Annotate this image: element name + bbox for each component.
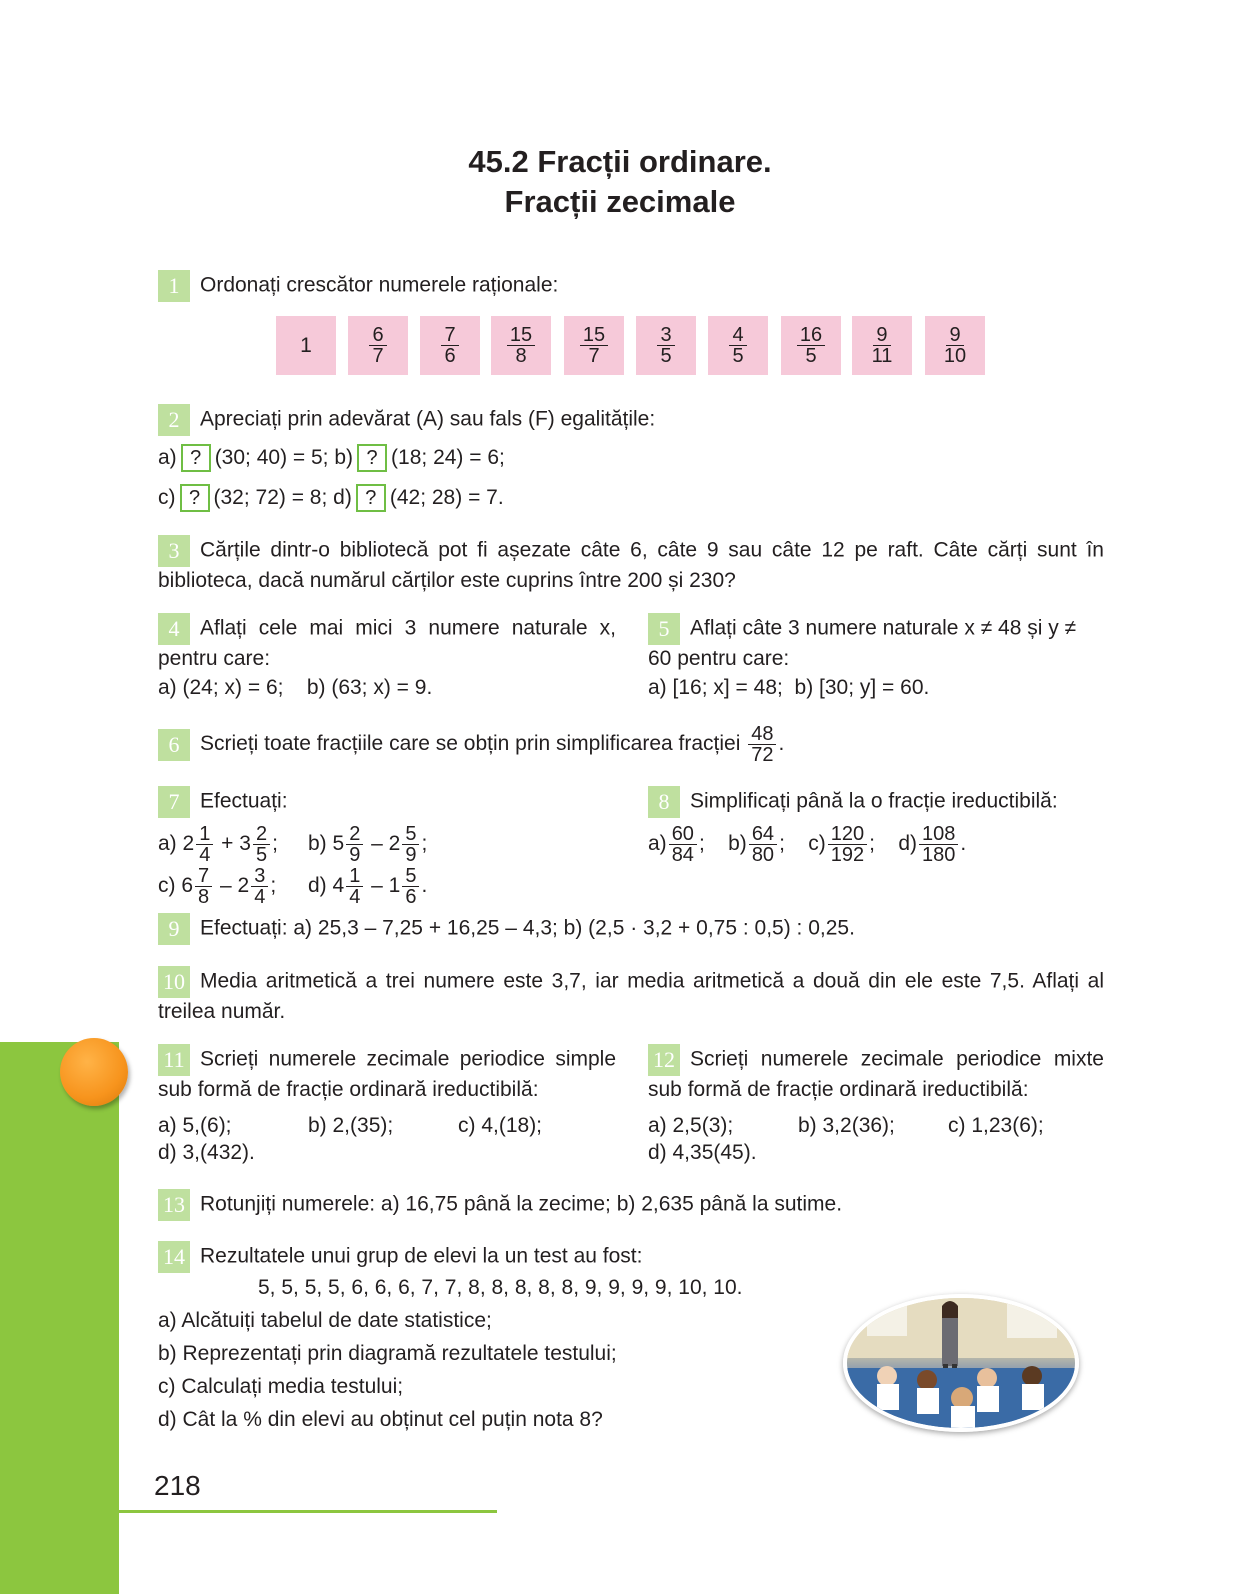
item-a: a) [16; x] = 48; (648, 676, 783, 699)
exercise-number: 4 (158, 613, 190, 645)
rational-number-box (636, 316, 696, 375)
fraction (369, 325, 386, 366)
exercise-11-b: b) 2,(35); (308, 1114, 394, 1137)
exercise-text: Cărțile dintr-o bibliotecă pot fi așezate câte 6, câte 9 sau câte 12 pe raft. Câte cărți sunt în biblioteca, dacă numărul cărților este cuprins între 200 și 230? (158, 538, 1104, 592)
exercise-text: Efectuați: a) 25,3 – 7,25 + 16,25 – 4,3; b) (2,5 · 3,2 + 0,75 : 0,5) : 0,25. (200, 916, 855, 940)
exercise-text: Aflați câte 3 numere naturale x ≠ 48 și y ≠ 60 pentru care: (648, 616, 1077, 670)
exercise-11-c: c) 4,(18); (458, 1114, 543, 1137)
exercise-4-items (158, 674, 432, 701)
exercise-number: 6 (158, 729, 190, 761)
rational-number-box (781, 316, 841, 375)
exercise-12-b: b) 3,2(36); (798, 1114, 895, 1137)
page-number: 218 (154, 1470, 201, 1501)
fraction (797, 325, 825, 366)
item-label: d) (333, 486, 352, 509)
item-expr: (30; 40) = 5; (214, 446, 329, 469)
denominator: 10 (943, 345, 967, 367)
numerator: 15 (580, 325, 608, 346)
exercise-number: 5 (648, 613, 680, 645)
exercise-text: Ordonați crescător numerele raționale: (200, 273, 559, 297)
item-expr: (32; 72) = 8; (213, 486, 328, 509)
exercise-14-d: d) Cât la % din elevi au obținut cel puțin nota 8? (158, 1408, 603, 1431)
orange-circle-decoration (60, 1038, 128, 1106)
exercise-number: 3 (158, 535, 190, 567)
numerator: 3 (657, 325, 674, 346)
exercise-text: Scrieți numerele zecimale periodice simple sub formă de fracție ordinară ireductibilă: (158, 1047, 616, 1101)
denominator: 5 (660, 345, 672, 367)
denominator: 8 (515, 345, 527, 367)
exercise-7 (158, 786, 288, 818)
numerator: 4 (729, 325, 746, 346)
exercise-number: 11 (158, 1044, 190, 1076)
exercise-7-item-d: d) 4 $\frac{1}{4}$ – 1 $\frac{5}{6}$ . (308, 865, 428, 908)
exercise-text: Aflați cele mai mici 3 numere naturale x, pentru care: (158, 616, 616, 670)
exercise-number: 9 (158, 913, 190, 945)
exercise-number: 7 (158, 786, 190, 818)
exercise-3 (158, 535, 1104, 594)
fraction: $\frac{48}{72}$ (748, 724, 776, 765)
numerator: 6 (369, 325, 386, 346)
exercise-12-d: d) 4,35(45). (648, 1141, 757, 1164)
exercise-8 (648, 786, 1058, 818)
exercise-14-a: a) Alcătuiți tabelul de date statistice; (158, 1309, 492, 1332)
classroom-photo (843, 1294, 1079, 1432)
exercise-10 (158, 966, 1104, 1025)
fraction (507, 325, 535, 366)
footer-line (119, 1510, 497, 1513)
exercise-number: 13 (158, 1189, 190, 1221)
exercise-text: Apreciați prin adevărat (A) sau fals (F) egalitățile: (200, 407, 656, 431)
exercise-2-row2 (158, 484, 504, 512)
denominator: 5 (805, 345, 817, 367)
exercise-number: 1 (158, 270, 190, 302)
rational-number-box (852, 316, 912, 375)
exercise-8-items: a) $\frac{60}{84}$ ; b) $\frac{64}{80}$ ; c) $\frac{120}{192}$ ; d) $\frac{108}{180}$ . (648, 823, 967, 866)
exercise-number: 12 (648, 1044, 680, 1076)
numerator: 16 (797, 325, 825, 346)
exercise-11-a: a) 5,(6); (158, 1114, 232, 1137)
item-label: b) (334, 446, 354, 469)
exercise-text: Media aritmetică a trei numere este 3,7, iar media aritmetică a două din ele este 7,5. Aflați al treilea număr. (158, 969, 1104, 1023)
item-expr: (42; 28) = 7. (389, 486, 504, 509)
exercise-1 (158, 270, 558, 302)
test-results-data: 5, 5, 5, 5, 6, 6, 6, 7, 7, 8, 8, 8, 8, 8, 9, 9, 9, 9, 10, 10. (258, 1276, 743, 1299)
numerator: 9 (946, 325, 963, 346)
rational-number-box (420, 316, 480, 375)
fraction (580, 325, 608, 366)
fraction (729, 325, 746, 366)
rational-number-box (708, 316, 768, 375)
numerator: 15 (507, 325, 535, 346)
denominator: 6 (444, 345, 456, 367)
rational-number-box (276, 316, 336, 375)
denominator: 7 (372, 345, 384, 367)
exercise-14 (158, 1241, 642, 1273)
answer-box[interactable]: ? (356, 484, 386, 512)
fraction (869, 325, 896, 366)
denominator: 7 (588, 345, 600, 367)
exercise-text: Scrieți numerele zecimale periodice mixte sub formă de fracție ordinară ireductibilă: (648, 1047, 1104, 1101)
side-decoration-bar (0, 1042, 119, 1594)
exercise-text: Efectuați: (200, 789, 288, 813)
denominator: 5 (732, 345, 744, 367)
exercise-5 (648, 613, 1104, 672)
exercise-number: 14 (158, 1241, 190, 1273)
exercise-text: Scrieți toate fracțiile care se obțin prin simplificarea fracției (200, 732, 741, 756)
rational-number-box (925, 316, 985, 375)
exercise-13 (158, 1189, 842, 1221)
item-label: c) (158, 486, 176, 509)
item-b: b) (63; x) = 9. (306, 676, 433, 699)
numerator: 7 (441, 325, 458, 346)
page-title-line2: Fracții zecimale (504, 184, 736, 219)
exercise-12-c: c) 1,23(6); (948, 1114, 1044, 1137)
exercise-4 (158, 613, 616, 672)
exercise-2 (158, 404, 655, 436)
answer-box[interactable]: ? (181, 444, 211, 472)
fraction (657, 325, 674, 366)
fraction (941, 325, 969, 366)
exercise-5-items (648, 674, 929, 701)
rational-number-box (564, 316, 624, 375)
rational-number-box (491, 316, 551, 375)
item-b: b) [30; y] = 60. (794, 676, 930, 699)
exercise-7-row2: c) 6 $\frac{7}{8}$ – 2 $\frac{3}{4}$ ; (158, 865, 277, 908)
numerator: 9 (873, 325, 890, 346)
exercise-11-d: d) 3,(432). (158, 1141, 255, 1164)
exercise-12-a: a) 2,5(3); (648, 1114, 734, 1137)
number-value: 1 (300, 333, 312, 357)
exercise-6: 6 Scrieți toate fracțiile care se obțin prin simplificarea fracției $\frac{48}{72}$ . (158, 724, 784, 765)
page-title-line1: 45.2 Fracții ordinare. (468, 144, 772, 179)
fraction (441, 325, 458, 366)
exercise-14-c: c) Calculați media testului; (158, 1375, 404, 1398)
exercise-text: Simplificați până la o fracție ireductibilă: (690, 789, 1058, 813)
exercise-11 (158, 1044, 616, 1103)
exercise-7-row1: a) 2 $\frac{1}{4}$ + 3 $\frac{2}{5}$ ; (158, 823, 278, 866)
exercise-text: Rezultatele unui grup de elevi la un test au fost: (200, 1244, 643, 1268)
denominator: 11 (871, 345, 893, 367)
exercise-text: Rotunjiți numerele: a) 16,75 până la zecime; b) 2,635 până la sutime. (200, 1192, 843, 1216)
item-a: a) (24; x) = 6; (158, 676, 284, 699)
item-expr: (18; 24) = 6; (391, 446, 505, 469)
exercise-2-row1 (158, 444, 505, 472)
exercise-number: 8 (648, 786, 680, 818)
exercise-number: 2 (158, 404, 190, 436)
exercise-14-b: b) Reprezentați prin diagramă rezultatele testului; (158, 1342, 617, 1365)
exercise-9 (158, 913, 855, 945)
item-label: a) (158, 446, 177, 469)
rational-number-box (348, 316, 408, 375)
answer-box[interactable]: ? (180, 484, 210, 512)
exercise-7-item-b: b) 5 $\frac{2}{9}$ – 2 $\frac{5}{9}$ ; (308, 823, 428, 866)
exercise-number: 10 (158, 966, 190, 998)
answer-box[interactable]: ? (357, 444, 387, 472)
exercise-12 (648, 1044, 1104, 1103)
classroom-illustration (847, 1298, 1075, 1428)
